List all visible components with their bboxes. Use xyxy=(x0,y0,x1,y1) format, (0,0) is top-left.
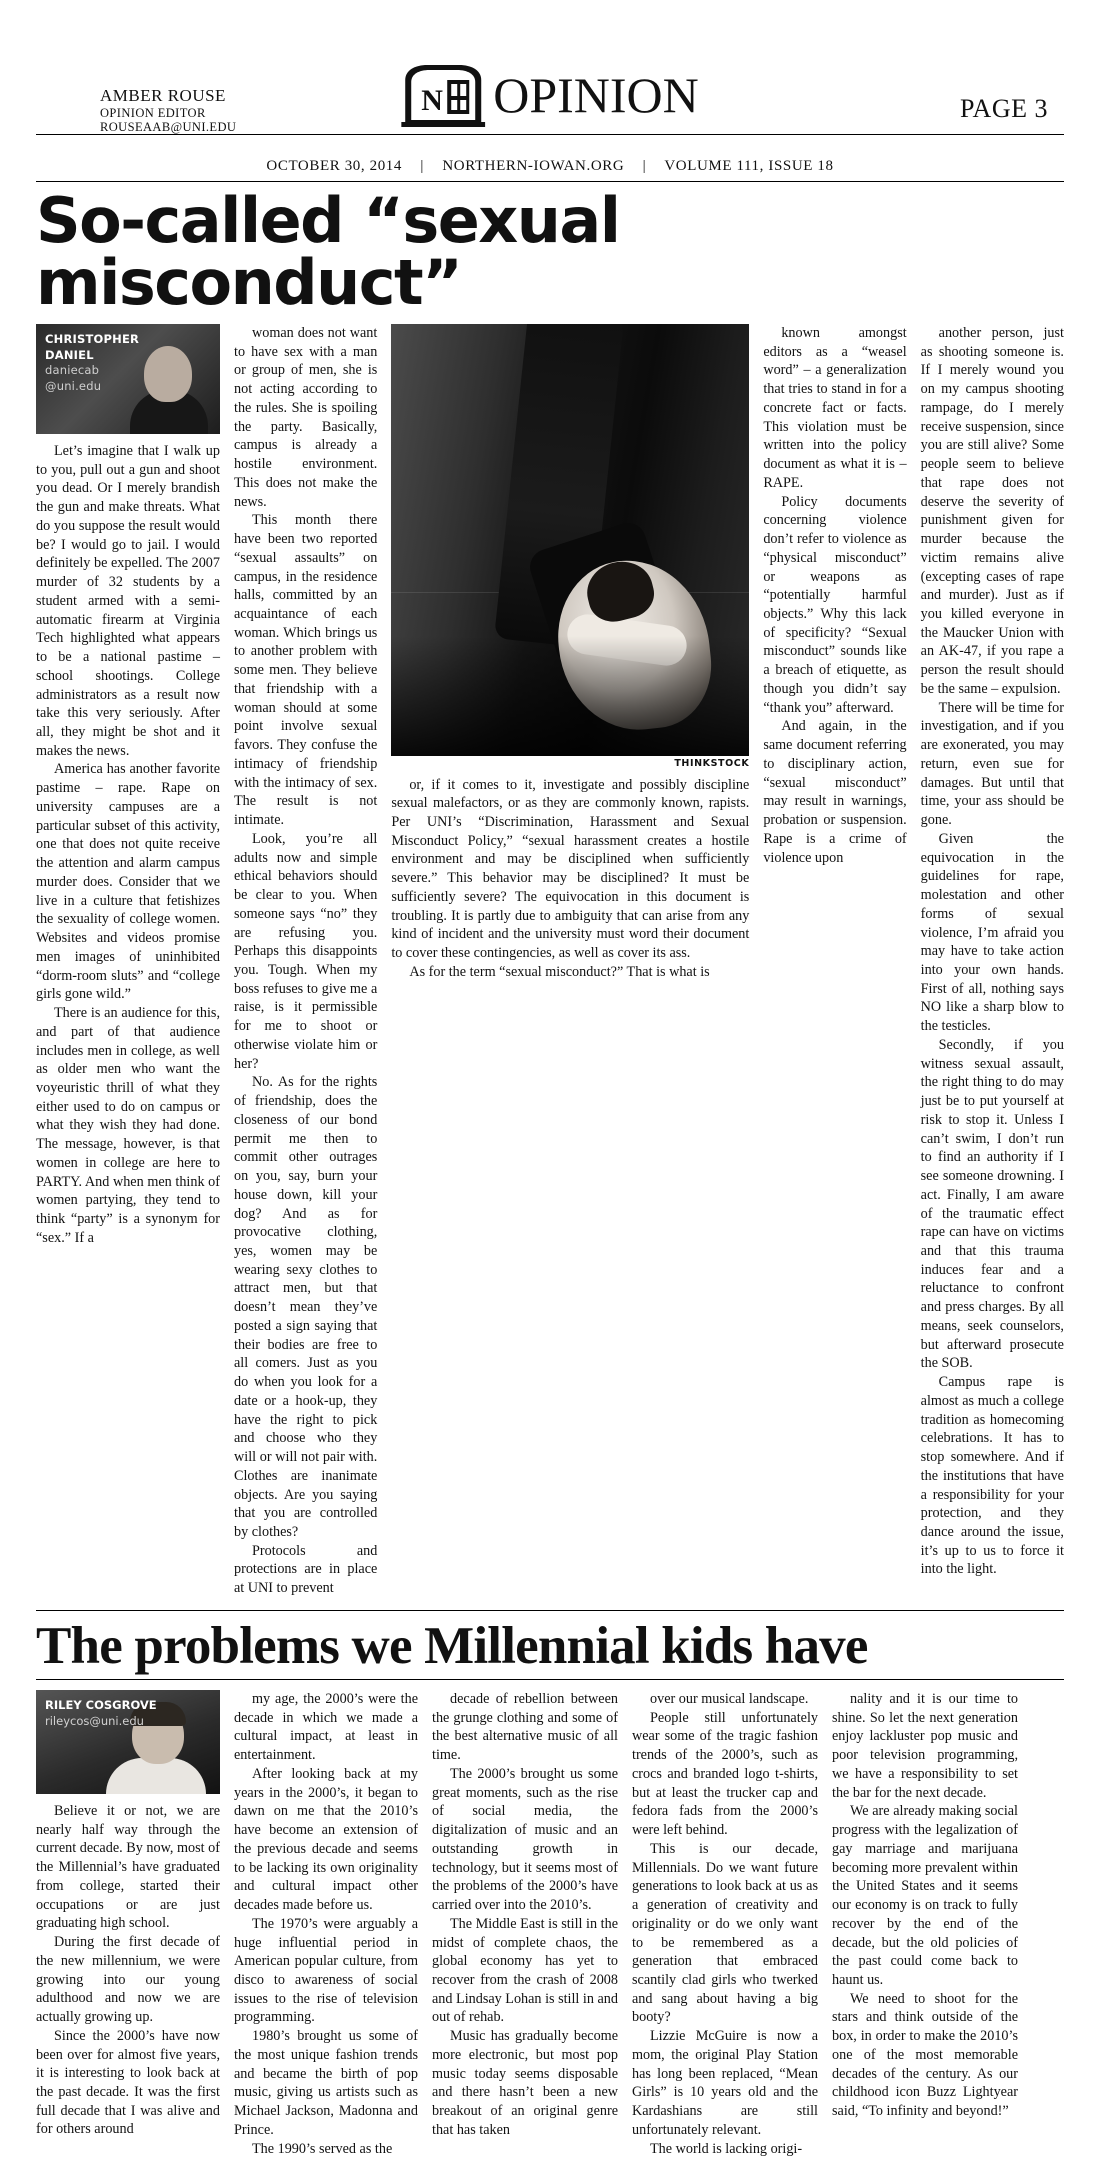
paragraph: Protocols and protections are in place at UNI to prevent xyxy=(234,1542,378,1597)
article-photo xyxy=(391,324,749,756)
editor-name: AMBER ROUSE xyxy=(100,86,226,105)
paragraph: decade of rebellion between the grunge clothing and some of the best alternative music of all time. xyxy=(432,1690,618,1764)
article-1-column-3 xyxy=(391,324,749,1598)
author-email: rileycos@uni.edu xyxy=(45,1713,144,1728)
paragraph: known amongst editors as a “weasel word” – a generalization that tries to stand in for a concrete fact or facts. This violation must be written into the policy document as what it is – RAPE. xyxy=(763,325,907,491)
paragraph: There is an audience for this, and part of that audience includes men in college, as well as older men who want the voyeuristic thrill of what they either used to do on campus or what they wish they had done. The message, however, is that women in college are here to PARTY. And when men think of women partying, they tend to think “party” is a synonym for “sex.” If a xyxy=(36,1005,220,1246)
article-2-headline-rule xyxy=(36,1679,1064,1680)
article-1-column-1 xyxy=(36,324,220,1598)
author-email-line-2: @uni.edu xyxy=(45,378,102,393)
author-photo-christopher-daniel xyxy=(36,324,220,434)
paragraph: This is our decade, Millennials. Do we want future generations to look back at us as a generation of creativity and originality or do we only want to be remembered as a generation that embraced scantily clad girls who twerked and sang about having a big booty? xyxy=(632,1840,818,2026)
paragraph: Since the 2000’s have now been over for almost five years, it is interesting to look back at the past decade. It was the first full decade that I was alive and for others around xyxy=(36,2027,220,2138)
article-2-column-1 xyxy=(36,1690,220,2158)
article-2-body xyxy=(36,1690,1064,2158)
paragraph: This month there have been two reported “sexual assaults” on campus, in the residence halls, committed by an acquaintance of each woman. Which brings us to another problem with some men. They believe that friendship with a woman should at some point involve sexual favors. They confuse the intimacy of friendship with the intimacy of sex. The result is not intimate. xyxy=(234,512,378,829)
article-1-headline: So-called “sexual misconduct” xyxy=(36,184,620,319)
paragraph: nality and it is our time to shine. So let the next generation enjoy lackluster pop music and poor television programming, we have a responsibility to set the bar for the next decade. xyxy=(832,1690,1018,1801)
article-1-column-5 xyxy=(921,324,1064,1598)
dateline-date: OCTOBER 30, 2014 xyxy=(266,158,402,174)
svg-text:N: N xyxy=(421,84,443,117)
page-number: PAGE 3 xyxy=(959,94,1048,123)
article-2-column-2 xyxy=(234,1690,418,2158)
paragraph: Believe it or not, we are nearly half way through the current decade. By now, most of the Millennial’s have graduated from college, started their occupations or are just graduating high school. xyxy=(36,1802,220,1932)
dateline-rule xyxy=(36,181,1064,182)
paragraph: People still unfortunately wear some of the tragic fashion trends of the 2000’s, such as crocs and branded logo t-shirts, but at least the trucker cap and fedora fads from the 2000’s were left behind. xyxy=(632,1709,818,1839)
article-2-column-3 xyxy=(432,1690,618,2158)
paragraph: Music has gradually become more electronic, but most pop music today seems disposable and there hasn’t been a new breakout of an original genre that has taken xyxy=(432,2028,618,2138)
northern-iowan-logo-icon xyxy=(401,62,485,128)
dateline-separator-1: | xyxy=(420,158,424,174)
paragraph: another person, just as shooting someone is. If I merely wound you on my campus shooting rampage, do I merely receive suspension, since you are still alive? Some people seem to believe that rape does not deserve the severity of punishment given for murder because the victim remains alive (excepting cases of rape and murder). Just as if you killed everyone in the Maucker Union with an AK-47, if you rape a person the result should be the same – expulsion. xyxy=(920,325,1064,697)
paragraph: No. As for the rights of friendship, does the closeness of our bond permit me then to commit other outrages on you, say, burn your house down, kill your dog? And as for provocative clothing, yes, women may be wearing sexy clothes to attract men, but that doesn’t mean they’ve posted a sign saying that their bodies are free to all comers. Just as you do when you look for a date or a hook-up, they have the right to pick and choose who they will or will not pair with. Clothes are inanimate objects. Are you saying that you are controlled by clothes? xyxy=(234,1074,378,1540)
editor-info xyxy=(100,86,236,134)
paragraph: As for the term “sexual misconduct?” That is what is xyxy=(409,963,710,980)
paragraph: Let’s imagine that I walk up to you, pull out a gun and shoot you dead. Or I merely brandish the gun and make threats. What do you suppose the result would be? I would go to jail. I would definitely be expelled. The 2007 murder of 32 students by a student armed with a semi-automatic firearm at Virginia Tech highlighted what appears to be a national pastime – school shootings. College administrators as a result now take this very seriously. After all, they might be shot and it makes the news. xyxy=(36,443,220,759)
article-1-body xyxy=(36,324,1064,1598)
paragraph: or, if it comes to it, investigate and possibly discipline sexual malefactors, or as they are commonly known, rapists. Per UNI’s “Discrimination, Harassment and Sexual Misconduct Policy,” “sexual harassment creates a hostile environment and may be disciplined when sufficiently severe.” This behavior may be disciplined? It must be sufficiently severe? The equivocation in this document is troubling. It is partly due to ambiguity that can arise from any kind of incident and the university must word their document to cover these contingencies, as well as cover its ass. xyxy=(391,776,750,962)
paragraph: The 2000’s brought us some great moments, such as the rise of social media, the digitalization of music and an outstanding growth in technology, but it seems most of the problems of the 2000’s have carried over into the 2010’s. xyxy=(432,1765,618,1914)
article-2-headline: The problems we Millennial kids have xyxy=(36,1616,868,1675)
article-2-column-4 xyxy=(632,1690,818,2158)
dateline-website: NORTHERN-IOWAN.ORG xyxy=(442,158,625,174)
paragraph: woman does not want to have sex with a man or group of men, she is not acting according to the rules. She is spoiling the party. Basically, campus is already a hostile environment. This does not make the news. xyxy=(234,325,378,510)
paragraph: We need to shoot for the stars and think outside of the box, in order to make the 2010’s one of the most memorable decades of the century. As our childhood icon Buzz Lightyear said, “To infinity and beyond!” xyxy=(832,1990,1018,2120)
article-1-column-2 xyxy=(234,324,377,1598)
paragraph: Secondly, if you witness sexual assault, the right thing to do may just be to put yourself at risk to stop it. Unless I can’t swim, I don’t run to find an authority if I see someone drowning. I act. Finally, I am aware of the traumatic effect rape can have on victims and that this trauma induces fear and a reluctance to confront and press charges. By all means, seek counselors, but afterward prosecute the SOB. xyxy=(920,1036,1064,1372)
article-1-column-4 xyxy=(763,324,906,1598)
paragraph: Look, you’re all adults now and simple ethical behaviors should be clear to you. When someone says “no” they are refusing you. Perhaps this disappoints you. Tough. When my boss refuses to give me a raise, is it permissible for me to shoot or otherwise violate him or her? xyxy=(234,830,378,1072)
paragraph: Campus rape is almost as much a college tradition as homecoming celebrations. It has to stop somewhere. And if the institutions that have a responsibility for your protection, and they dance around the issue, it’s up to us to force it into the light. xyxy=(920,1374,1064,1578)
dateline xyxy=(36,158,1064,181)
paragraph: After looking back at my years in the 2000’s, it began to dawn on me that the 2010’s have become an extension of the previous decade and seems to be lacking its own originality and cultural impact other decades made before us. xyxy=(234,1765,418,1914)
paragraph: Given the equivocation in the guidelines for rape, molestation and other forms of sexual violence, I’m afraid you may have to take action into your own hands. First of all, nothing says NO like a sharp blow to the testicles. xyxy=(920,830,1064,1035)
paragraph: The 1990’s served as the xyxy=(252,2140,393,2157)
photo-credit: THINKSTOCK xyxy=(674,758,750,769)
paragraph: over our musical landscape. xyxy=(650,1690,809,1707)
paragraph: Lizzie McGuire is now a mom, the original Play Station has long been replaced, “Mean Girls” is 10 years old and the Kardashians are still unfortunately relevant. xyxy=(632,2028,818,2138)
author-email-line-1: daniecab xyxy=(45,363,100,378)
dateline-volume: VOLUME 111, ISSUE 18 xyxy=(664,158,834,174)
author-name: RILEY COSGROVE xyxy=(45,1697,157,1712)
paragraph: And again, in the same document referring to disciplinary action, “sexual misconduct” may result in warnings, probation or suspension. Rape is a crime of violence upon xyxy=(763,718,907,866)
editor-role: OPINION EDITOR xyxy=(100,105,206,120)
paragraph: Policy documents concerning violence don’t refer to violence as “physical misconduct” or weapons as “potentially harmful objects.” Why this lack of specificity? “Sexual misconduct” sounds like a breach of etiquette, as though you didn’t say “thank you” afterward. xyxy=(763,493,907,716)
paragraph: The world is lacking origi- xyxy=(650,2140,803,2157)
author-name-line-1: CHRISTOPHER xyxy=(45,332,140,346)
dateline-separator-2: | xyxy=(642,158,647,174)
paragraph: The Middle East is still in the midst of complete chaos, the global economy has yet to recover from the crash of 2008 and Lindsay Lohan is still in and out of rehab. xyxy=(432,1915,618,2026)
paragraph: 1980’s brought us some of the most unique fashion trends and became the birth of pop music, giving us artists such as Michael Jackson, Madonna and Prince. xyxy=(234,2028,418,2138)
section-flag xyxy=(401,62,699,128)
masthead-rule xyxy=(36,134,1064,135)
author-name-line-2: DANIEL xyxy=(45,347,94,362)
paragraph: my age, the 2000’s were the decade in which we made a cultural impact, at least in entertainment. xyxy=(234,1690,418,1764)
article-2-column-5 xyxy=(832,1690,1018,2158)
masthead xyxy=(36,34,1064,152)
paragraph: During the first decade of the new millennium, we were growing into our young adulthood and now we are actually growing up. xyxy=(36,1934,220,2026)
paragraph: We are already making social progress with the legalization of gay marriage and marijuana becoming more prevalent within the United States and it seems our economy is on track to fully recover by the end of the decade, but the old policies of the past could come back to haunt us. xyxy=(832,1803,1018,1988)
paragraph: The 1970’s were arguably a huge influential period in American popular culture, from disco to awareness of social issues to the rise of television programming. xyxy=(234,1915,418,2026)
section-divider xyxy=(36,1610,1064,1611)
newspaper-page xyxy=(0,34,1100,2157)
paragraph: America has another favorite pastime – rape. Rape on university campuses are a particular subset of this activity, one that does not quite receive the attention and alarm campus murder does. Consider that we live in a culture that fetishizes the sexuality of college women. Websites and videos promise men images of uninhibited “dorm-room sluts” and “college girls gone wild.” xyxy=(36,761,220,1003)
paragraph: There will be time for investigation, and if you are exonerated, you may return, even sue for damages. But until that time, your ass should be gone. xyxy=(920,699,1064,829)
author-avatar xyxy=(130,336,208,434)
author-photo-riley-cosgrove xyxy=(36,1690,220,1794)
section-title: OPINION xyxy=(493,67,699,123)
editor-email: ROUSEAAB@UNI.EDU xyxy=(100,119,237,134)
